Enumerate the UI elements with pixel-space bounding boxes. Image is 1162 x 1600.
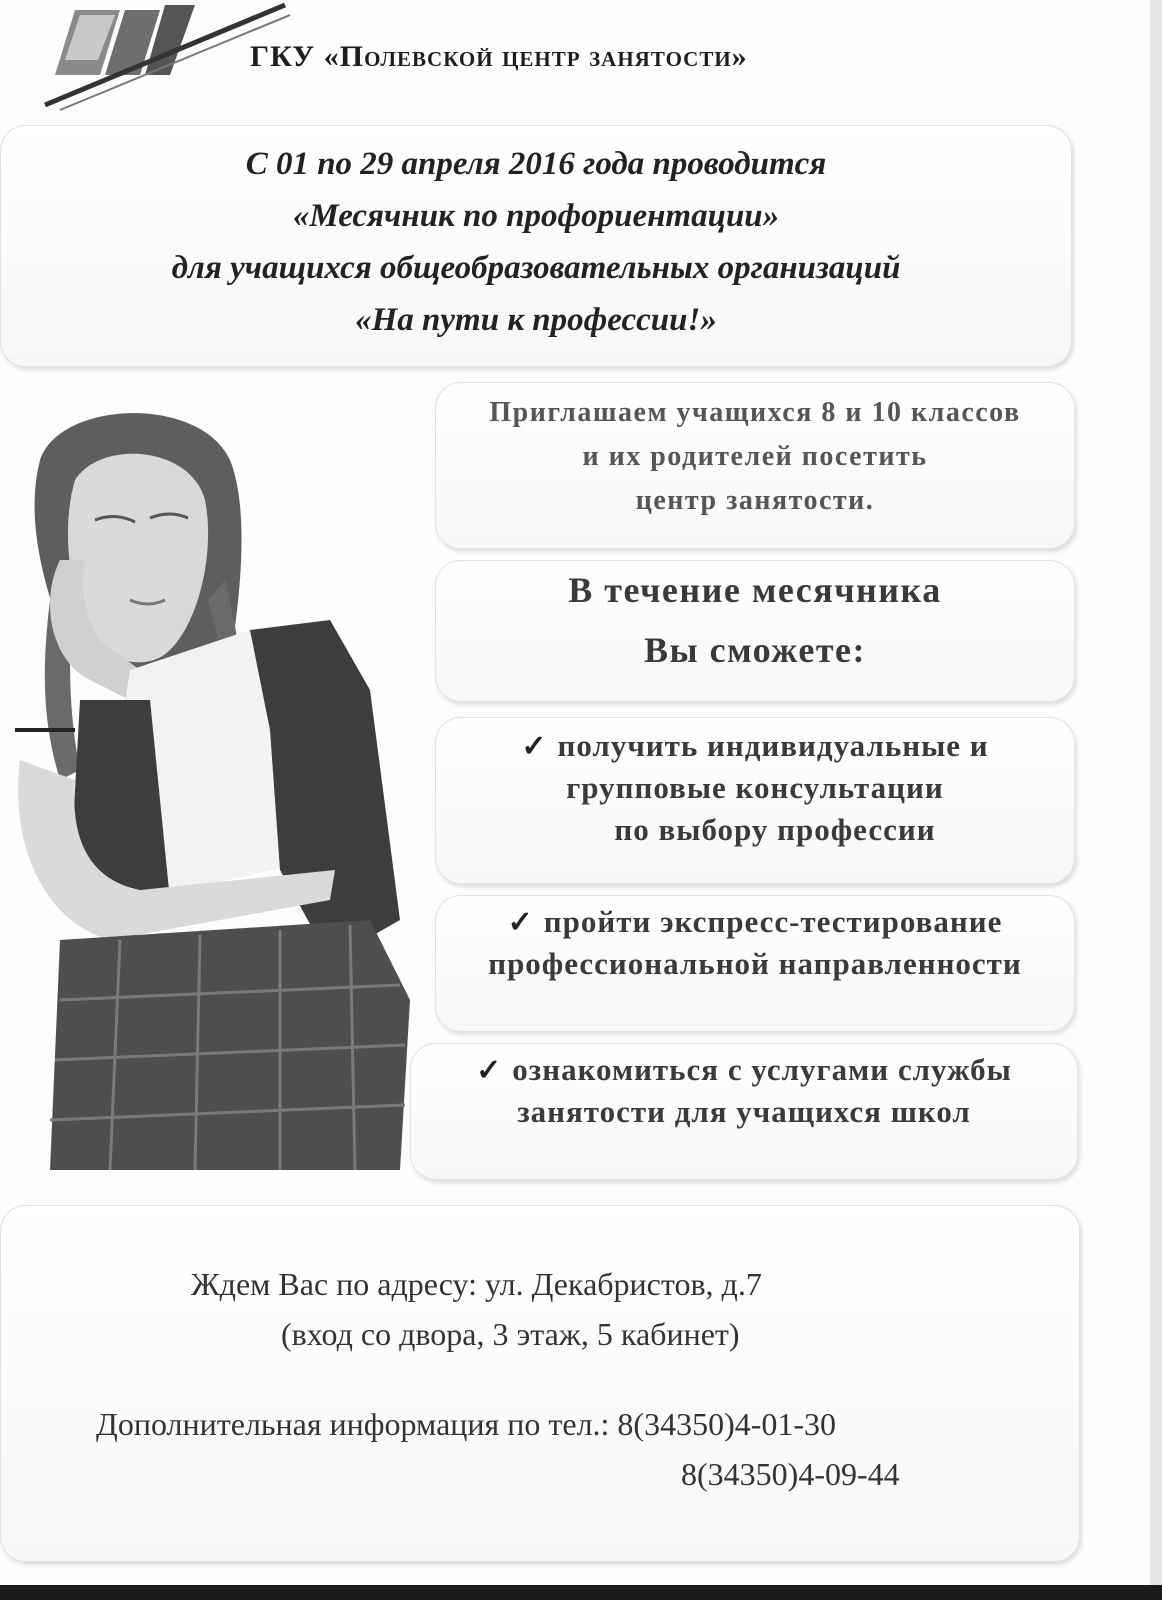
event-line-slogan: «На пути к профессии!» — [355, 302, 717, 338]
during-month-panel — [435, 560, 1075, 702]
phone-line: Дополнительная информация по тел.: 8(34350)4-01-30 — [96, 1406, 837, 1442]
option-text: пройти экспресс-тестирование — [543, 904, 1003, 939]
contact-panel — [0, 1205, 1080, 1562]
option-line — [436, 904, 1074, 940]
option-text: получить индивидуальные и — [557, 728, 989, 763]
event-line-dates: С 01 по 29 апреля 2016 года проводится — [245, 146, 827, 182]
event-announcement-panel — [0, 125, 1072, 367]
option-line — [436, 728, 1074, 764]
invitation-panel — [435, 382, 1075, 549]
option-line: занятости для учащихся школ — [517, 1094, 971, 1129]
invite-line: центр занятости. — [635, 485, 875, 516]
scan-bottom-edge — [0, 1585, 1162, 1600]
event-line-audience: для учащихся общеобразовательных организаций — [171, 250, 901, 286]
option-consultations-panel — [435, 717, 1075, 884]
during-heading-line: В течение месячника — [568, 570, 942, 610]
option-testing-panel — [435, 895, 1075, 1032]
checkmark-icon: ✓ — [476, 1054, 503, 1087]
checkmark-icon: ✓ — [521, 730, 548, 763]
option-services-panel — [410, 1043, 1078, 1180]
option-line: групповые консультации — [566, 770, 944, 805]
address-line: Ждем Вас по адресу: ул. Декабристов, д.7 — [191, 1266, 762, 1302]
phone-secondary: 8(34350)4-09-44 — [681, 1456, 900, 1492]
address-details: (вход со двора, 3 этаж, 5 кабинет) — [281, 1316, 740, 1352]
option-line: по выбору профессии — [614, 812, 936, 847]
option-text: ознакомиться с услугами службы — [512, 1052, 1012, 1087]
during-heading-line: Вы сможете: — [643, 630, 866, 670]
invite-line: и их родителей посетить — [582, 441, 928, 472]
option-line: профессиональной направленности — [488, 946, 1022, 981]
girl-thinking-photo — [0, 400, 425, 1170]
checkmark-icon: ✓ — [507, 906, 534, 939]
invite-line: Приглашаем учащихся 8 и 10 классов — [489, 397, 1021, 428]
scan-edge — [1150, 0, 1162, 1600]
organization-name: ГКУ «Полевской центр занятости» — [250, 40, 748, 73]
option-line — [411, 1052, 1077, 1088]
event-line-title: «Месячник по профориентации» — [292, 198, 780, 234]
